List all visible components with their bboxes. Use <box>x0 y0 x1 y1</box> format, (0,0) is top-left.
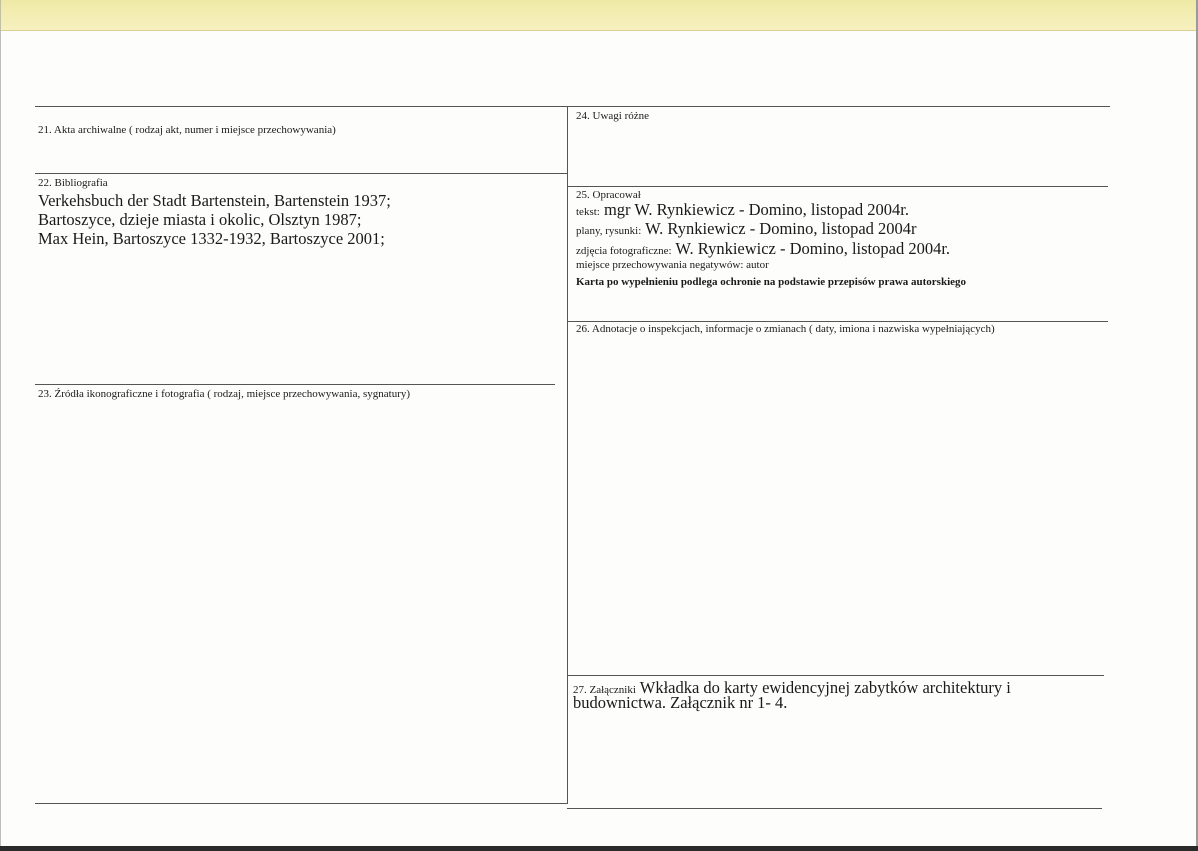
bibliography-entry: Verkehsbuch der Stadt Bartenstein, Bartenstein 1937; <box>38 191 391 210</box>
rule-bottom-left <box>35 803 567 804</box>
rule-25-26 <box>567 321 1108 322</box>
tekst-value: mgr W. Rynkiewicz - Domino, listopad 2004r. <box>603 200 909 219</box>
tekst-label: tekst: <box>576 206 600 218</box>
zdjecia-value: W. Rynkiewicz - Domino, listopad 2004r. <box>675 239 951 258</box>
rule-24-25 <box>567 186 1108 187</box>
author-photos-line <box>576 239 950 261</box>
plany-value: W. Rynkiewicz - Domino, listopad 2004r <box>645 219 917 238</box>
rule-top <box>35 106 1110 107</box>
bibliography-entry: Max Hein, Bartoszyce 1332-1932, Bartoszyce 2001; <box>38 229 385 248</box>
author-plans-line <box>576 219 917 241</box>
section-21-label: 21. Akta archiwalne ( rodzaj akt, numer i miejsce przechowywania) <box>38 124 336 136</box>
top-yellow-band <box>0 0 1198 31</box>
section-27-label: 27. Załączniki <box>573 684 636 696</box>
rule-21-22 <box>35 173 567 174</box>
page-left-edge <box>0 0 1 851</box>
section-27-line2: budownictwa. Załącznik nr 1- 4. <box>573 693 788 712</box>
rule-center-vertical <box>567 106 568 804</box>
section-26-label: 26. Adnotacje o inspekcjach, informacje o zmianach ( daty, imiona i nazwiska wypełniających) <box>576 323 995 335</box>
section-25-label: 25. Opracował <box>576 189 641 201</box>
zdjecia-label: zdjęcia fotograficzne: <box>576 245 672 257</box>
negatives-storage: miejsce przechowywania negatywów: autor <box>576 259 769 271</box>
rule-bottom-right <box>567 808 1102 809</box>
rule-22-23 <box>35 384 555 385</box>
attachments-value: Wkładka do karty ewidencyjnej zabytków architektury i <box>639 678 1011 697</box>
bibliography-entry: Bartoszyce, dzieje miasta i okolic, Olsztyn 1987; <box>38 210 362 229</box>
section-22-label: 22. Bibliografia <box>38 177 108 189</box>
section-23-label: 23. Źródła ikonograficzne i fotografia ( rodzaj, miejsce przechowywania, sygnatury) <box>38 388 411 400</box>
rule-26-27 <box>567 675 1104 676</box>
page-bottom-edge <box>0 846 1198 851</box>
section-24-label: 24. Uwagi różne <box>576 110 650 122</box>
copyright-note: Karta po wypełnieniu podlega ochronie na podstawie przepisów prawa autorskiego <box>576 276 967 288</box>
plany-label: plany, rysunki: <box>576 225 642 237</box>
